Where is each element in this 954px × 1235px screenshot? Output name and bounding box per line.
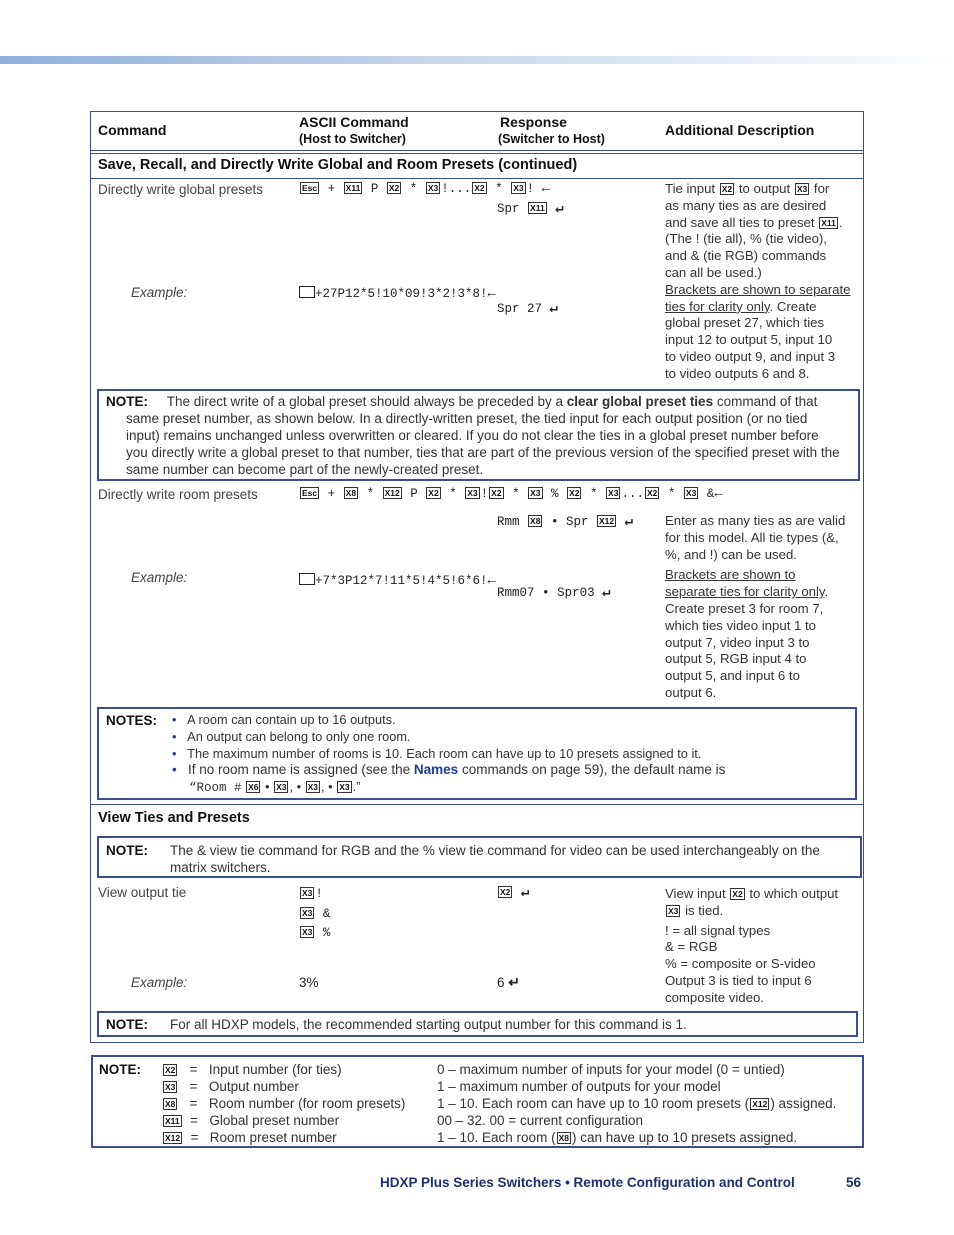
notes-rooms-list xyxy=(172,712,852,797)
legend-row xyxy=(162,1095,422,1112)
col-header-response-sub: (Switcher to Host) xyxy=(498,132,605,146)
desc-text: for xyxy=(813,181,830,196)
section-divider xyxy=(90,804,864,805)
x3-var: X3 xyxy=(608,488,619,498)
x3-var: X3 xyxy=(467,488,478,498)
x2-var: X2 xyxy=(428,488,439,498)
note-text: same preset number, as shown below. In a directly-written preset, the tied input for each output position (or no tied xyxy=(126,411,808,426)
col-header-ascii-sub: (Host to Switcher) xyxy=(299,132,406,146)
note-text: The direct write of a global preset should always be preceded by a xyxy=(166,394,563,409)
note-text: If no room name is assigned (see the xyxy=(188,762,411,778)
left-arrow-icon: ← xyxy=(487,286,496,302)
desc-text: composite video. xyxy=(665,989,764,1005)
desc-text: Enter as many ties as are valid xyxy=(665,513,846,528)
row-global-presets-example-response xyxy=(497,301,558,318)
section-title-view-ties: View Ties and Presets xyxy=(98,810,250,826)
example-label: Example: xyxy=(131,975,188,990)
ascii-token: * xyxy=(366,487,375,501)
ascii-token: * xyxy=(449,487,457,501)
enter-icon: ↵ xyxy=(549,301,558,317)
desc-text: & = RGB xyxy=(665,939,718,955)
legend-range: 0 – maximum number of inputs for your model (0 = untied) xyxy=(437,1062,785,1077)
x12-var: X12 xyxy=(599,516,615,526)
response-token: Rmm xyxy=(497,515,520,529)
list-item: • An output can belong to only one room. xyxy=(172,728,411,744)
ascii-token: & xyxy=(322,906,331,921)
x2-var: X2 xyxy=(388,183,400,193)
x3-var: X3 xyxy=(668,905,679,916)
x11-var: X11 xyxy=(821,217,836,228)
note-label: NOTE: xyxy=(106,394,148,409)
note-bold: clear global preset ties xyxy=(566,394,714,409)
example-ascii: +27P12*5!10*09!3*2!3*8! xyxy=(315,287,488,301)
desc-text: to video outputs 6 and 8. xyxy=(665,365,810,381)
x11-var: X11 xyxy=(530,203,545,213)
desc-text: to which output xyxy=(749,886,839,901)
desc-text: and save all ties to preset xyxy=(665,214,815,230)
desc-text: output 7, video input 3 to xyxy=(665,634,810,650)
ascii-token: * xyxy=(512,487,520,501)
x12-var: X12 xyxy=(165,1133,181,1143)
x8-var: X8 xyxy=(345,488,357,498)
row-room-presets-response xyxy=(497,514,633,531)
row-view-output-tie-command: View output tie xyxy=(98,885,187,900)
ascii-token: ! xyxy=(526,182,535,196)
ascii-token: !... xyxy=(441,182,472,196)
note-text: same number can become part of the newly-created preset. xyxy=(126,462,484,477)
note-text: A room can contain up to 16 outputs. xyxy=(187,712,396,727)
x3-var: X3 xyxy=(165,1082,176,1092)
bullet-icon: • xyxy=(550,515,559,529)
footer-title: HDXP Plus Series Switchers • Remote Configuration and Control xyxy=(380,1175,795,1190)
ascii-token: ! xyxy=(315,887,323,901)
legend-desc: Output number xyxy=(208,1079,299,1094)
enter-icon: ↵ xyxy=(624,514,634,530)
list-item: • The maximum number of rooms is 10. Each room can have up to 10 presets assigned to it. xyxy=(172,745,702,761)
header-divider-2 xyxy=(90,153,864,154)
desc-text: to video output 9, and input 3 xyxy=(665,348,836,364)
desc-text: separate ties for clarity only xyxy=(665,584,825,600)
ascii-token: ! xyxy=(480,487,489,501)
note-text: “Room # xyxy=(189,781,242,796)
example-response: 6 xyxy=(497,975,505,990)
legend-range-text: ) can have up to 10 presets assigned. xyxy=(571,1130,798,1145)
left-arrow-icon: ← xyxy=(541,181,551,197)
col-header-description: Additional Description xyxy=(665,122,815,138)
note-text: The maximum number of rooms is 10. Each room can have up to 10 presets assigned to it. xyxy=(187,745,702,761)
x3-var: X3 xyxy=(796,184,808,194)
desc-text: output 6. xyxy=(665,684,717,700)
desc-text: output 5, RGB input 4 to xyxy=(665,651,807,667)
note-view-tie-text xyxy=(170,842,850,876)
legend-range: 1 – maximum number of outputs for your model xyxy=(437,1079,721,1094)
x3-var: X3 xyxy=(685,488,697,498)
left-arrow-icon: ← xyxy=(714,486,723,502)
esc-key-icon xyxy=(299,573,315,585)
note-text: command of that xyxy=(716,394,818,409)
legend-desc: Room preset number xyxy=(209,1130,337,1145)
legend-range-text: ) assigned. xyxy=(770,1096,837,1111)
response-token: Spr xyxy=(497,202,520,216)
note-text: .” xyxy=(352,779,361,795)
x2-var: X2 xyxy=(491,488,502,498)
note-label: NOTE: xyxy=(106,843,148,858)
row-global-presets-description: Tie input X2 to output X3 for as many ties as are desired and save all ties to preset X11 . (The ! (tie all), % (tie video), and & (tie RGB) commands can all be used.) Brackets are shown to separate ties for clarity only. Create global preset 27, which ties input 12 to output 5, input 10 to video output 9, and input 3 to video outputs 6 and 8. xyxy=(665,181,855,383)
x2-var: X2 xyxy=(721,184,733,194)
x2-var: X2 xyxy=(569,488,580,498)
desc-text: to output xyxy=(738,181,791,196)
header-gradient-bar xyxy=(0,56,954,64)
legend-range xyxy=(437,1095,857,1112)
page-number: 56 xyxy=(846,1175,862,1190)
ascii-token: & xyxy=(706,487,715,501)
enter-icon: ↵ xyxy=(520,885,530,901)
legend-desc: Global preset number xyxy=(209,1113,340,1128)
header-divider xyxy=(90,150,864,151)
x3-var: X3 xyxy=(302,927,313,937)
row-global-presets-response xyxy=(497,201,564,218)
desc-text: output 5, and input 6 to xyxy=(665,668,800,684)
desc-text: Tie input xyxy=(665,181,716,196)
example-response: Rmm07 xyxy=(497,586,535,600)
ascii-token: ... xyxy=(621,487,644,501)
desc-text: . xyxy=(824,584,829,600)
desc-text: %, and !) can be used. xyxy=(665,546,797,562)
row-room-presets-description xyxy=(665,513,857,702)
equals: = xyxy=(189,1062,198,1077)
section-divider xyxy=(90,178,864,179)
x12-var: X12 xyxy=(752,1099,768,1109)
ascii-token: P xyxy=(370,182,379,196)
legend-variables xyxy=(162,1061,422,1146)
esc-key: Esc xyxy=(302,488,318,498)
x3-var: X3 xyxy=(339,782,350,793)
desc-text: . Create xyxy=(769,298,817,314)
note-text: input) remains unchanged unless overwritten or cleared. If you do not clear the ties in a global preset number before xyxy=(126,428,819,443)
equals: = xyxy=(189,1096,198,1111)
x2-var: X2 xyxy=(646,488,658,498)
legend-range-text: 1 – 10. Each room ( xyxy=(437,1130,556,1145)
legend-range xyxy=(437,1129,857,1146)
view-tie-example-ascii: 3% xyxy=(299,975,319,990)
row-room-presets-ascii xyxy=(299,486,723,503)
desc-text: and & (tie RGB) commands xyxy=(665,248,827,264)
x3-var: X3 xyxy=(530,488,541,498)
col-header-ascii: ASCII Command xyxy=(299,114,409,130)
row-room-presets-command: Directly write room presets xyxy=(98,487,258,502)
row-view-output-tie-response xyxy=(497,885,529,902)
legend-row xyxy=(162,1129,422,1146)
x6-var: X6 xyxy=(248,782,259,793)
ascii-token: + xyxy=(327,487,336,501)
note-text: An output can belong to only one room. xyxy=(187,728,411,744)
enter-icon: ↵ xyxy=(555,201,564,217)
enter-icon: ↵ xyxy=(508,974,521,990)
desc-text: Create preset 3 for room 7, xyxy=(665,600,824,616)
desc-text: for this model. All tie types (&, xyxy=(665,529,839,545)
col-header-command: Command xyxy=(98,122,167,138)
desc-text: Brackets are shown to xyxy=(665,567,796,583)
esc-key-icon xyxy=(299,286,315,298)
ascii-token: + xyxy=(327,182,336,196)
x12-var: X12 xyxy=(384,488,400,498)
x3-var: X3 xyxy=(302,888,313,898)
example-label: Example: xyxy=(131,570,188,585)
default-room-name: “Room # X6 • X3 , • X3 , • X3 .” xyxy=(189,779,361,796)
legend-ranges xyxy=(437,1061,857,1146)
names-link[interactable]: Names xyxy=(413,762,459,778)
left-arrow-icon: ← xyxy=(487,573,496,589)
note-direct-write-text xyxy=(106,393,854,478)
note-text: commands on page 59), the default name is xyxy=(461,762,726,778)
desc-text: as many ties as are desired xyxy=(665,197,827,213)
legend-range-text: 1 – 10. Each room can have up to 10 room presets ( xyxy=(437,1096,750,1111)
esc-key: Esc xyxy=(302,183,318,193)
legend-desc: Input number (for ties) xyxy=(208,1062,342,1077)
desc-text: View input xyxy=(665,886,726,901)
x8-var: X8 xyxy=(165,1099,176,1109)
example-label: Example: xyxy=(131,285,188,300)
desc-text: ties for clarity only xyxy=(665,298,770,314)
x2-var: X2 xyxy=(732,889,743,899)
col-header-response: Response xyxy=(500,114,567,130)
desc-text: Brackets are shown to separate xyxy=(665,281,851,297)
row-room-presets-example-response xyxy=(497,585,611,602)
equals: = xyxy=(190,1130,199,1145)
ascii-token: P xyxy=(410,487,418,501)
row-global-presets-command: Directly write global presets xyxy=(98,182,264,197)
desc-text: % = composite or S-video xyxy=(665,956,816,972)
x3-var: X3 xyxy=(427,183,439,193)
x8-var: X8 xyxy=(530,516,541,526)
bullet-icon: • xyxy=(542,586,550,600)
desc-text: which ties video input 1 to xyxy=(665,617,817,633)
section-title-presets: Save, Recall, and Directly Write Global and Room Presets (continued) xyxy=(98,157,578,173)
notes-label: NOTES: xyxy=(106,713,158,728)
x3-var: X3 xyxy=(302,907,313,918)
note-text: The & view tie command for RGB and the % view tie command for video can be used interchangeably on the xyxy=(170,843,820,858)
row-room-presets-example xyxy=(299,573,496,590)
x8-var: X8 xyxy=(558,1133,569,1143)
ascii-token: % xyxy=(322,926,331,940)
desc-text: ! = all signal types xyxy=(665,922,771,938)
row-global-presets-ascii xyxy=(299,181,550,198)
row-view-output-tie-ascii xyxy=(299,885,330,944)
legend-label: NOTE: xyxy=(99,1062,141,1077)
desc-text: (The ! (tie all), % (tie video), xyxy=(665,231,827,247)
response-token: Spr xyxy=(565,515,589,529)
x2-var: X2 xyxy=(165,1065,176,1075)
enter-icon: ↵ xyxy=(602,585,611,601)
x3-var: X3 xyxy=(513,183,524,193)
view-tie-example-response xyxy=(497,974,520,991)
example-response: Spr03 xyxy=(557,586,595,600)
row-global-presets-example xyxy=(299,286,496,303)
list-item: • If no room name is assigned (see the Names commands on page 59), the default name is xyxy=(172,762,726,778)
ascii-token: * xyxy=(409,182,418,196)
x3-var: X3 xyxy=(276,782,287,793)
legend-row xyxy=(162,1112,422,1129)
equals: = xyxy=(190,1113,199,1128)
x2-var: X2 xyxy=(500,887,511,897)
legend-range: 00 – 32. 00 = current configuration xyxy=(437,1113,644,1128)
x3-var: X3 xyxy=(307,782,319,793)
note-label: NOTE: xyxy=(106,1017,148,1032)
example-response: Spr 27 xyxy=(497,302,543,316)
x2-var: X2 xyxy=(474,183,485,193)
note-text: matrix switchers. xyxy=(170,860,271,875)
desc-text: can all be used.) xyxy=(665,264,762,280)
legend-row xyxy=(162,1078,422,1095)
desc-text: Output 3 is tied to input 6 xyxy=(665,972,812,988)
note-starting-output-text: For all HDXP models, the recommended starting output number for this command is 1. xyxy=(170,1017,687,1032)
ascii-token: * xyxy=(590,487,598,501)
equals: = xyxy=(189,1079,198,1094)
example-ascii: +7*3P12*7!11*5!4*5!6*6! xyxy=(315,574,488,588)
ascii-token: % xyxy=(551,487,559,501)
ascii-token: * xyxy=(495,182,503,196)
row-view-output-tie-description xyxy=(665,886,857,1007)
desc-text: input 12 to output 5, input 10 xyxy=(665,332,833,348)
x11-var: X11 xyxy=(345,183,361,193)
list-item: • A room can contain up to 16 outputs. xyxy=(172,712,396,727)
ascii-token: * xyxy=(667,487,676,501)
legend-desc: Room number (for room presets) xyxy=(208,1096,406,1111)
note-text: you directly write a global preset to that number, ties that are part of the previous version of the specified preset with the xyxy=(126,445,840,460)
x11-var: X11 xyxy=(165,1116,180,1126)
desc-text: global preset 27, which ties xyxy=(665,315,825,331)
desc-text: is tied. xyxy=(685,902,724,918)
legend-row xyxy=(162,1061,422,1078)
